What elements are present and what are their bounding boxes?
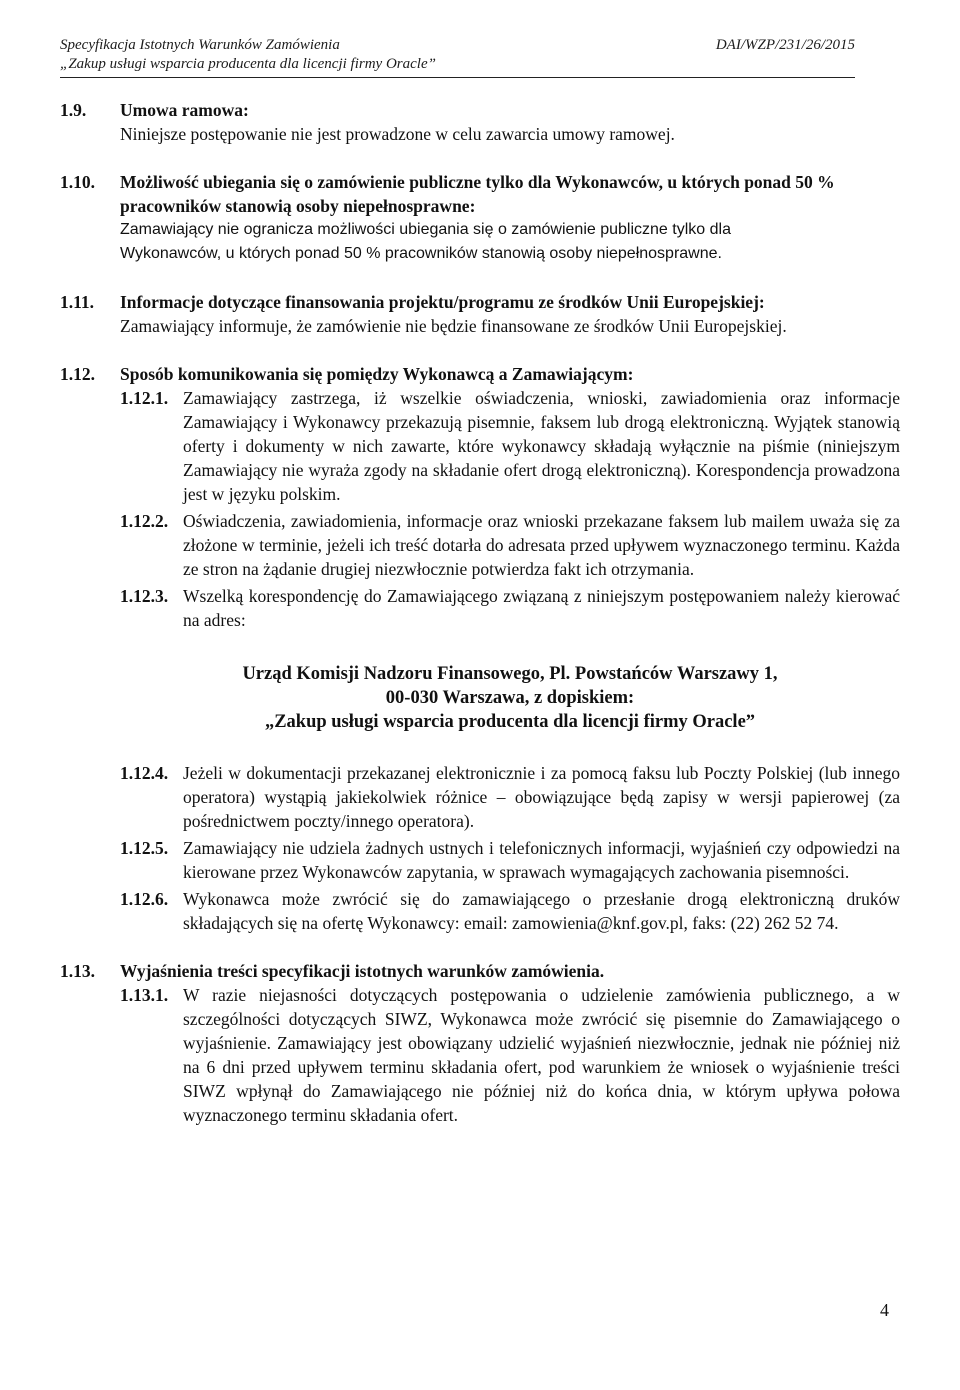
subsection-1-12-1 — [120, 386, 900, 506]
subsection-number: 1.12.5. — [120, 838, 169, 858]
section-title: Umowa ramowa: — [120, 100, 249, 120]
header-row — [60, 36, 855, 55]
section-number: 1.13. — [60, 961, 95, 981]
subsection-1-12-2 — [120, 509, 900, 581]
subsection-text: Wykonawca może zwrócić się do zamawiającego o przesłanie drogą elektroniczną druków składających się na ofertę Wykonawcy: email: zamowienia@knf.gov.pl, faks: (22) 262 52 74. — [183, 889, 900, 933]
address-line-3: „Zakup usługi wsparcia producenta dla licencji firmy Oracle” — [264, 712, 756, 732]
subsection-text: Zamawiający zastrzega, iż wszelkie oświadczenia, wnioski, zawiadomienia oraz informacje Zamawiający i Wykonawcy przekazują pisemnie, faksem lub drogą elektroniczną. Wyjątek stanowią oferty i dokumenty w nich zawarte, które wykonawcy składają wyłącznie na piśmie (niniejszym Zamawiający nie wyraża zgody na składanie ofert drogą elektroniczną). Korespondencja prowadzona jest w języku polskim. — [183, 388, 900, 504]
section-title: Możliwość ubiegania się o zamówienie publiczne tylko dla Wykonawców, u których ponad 50 % pracowników stanowią osoby niepełnosprawne: — [120, 172, 835, 216]
subsection-number: 1.12.2. — [120, 511, 169, 531]
section-title: Wyjaśnienia treści specyfikacji istotnych warunków zamówienia. — [120, 961, 605, 981]
section-number: 1.11. — [60, 292, 95, 312]
subsection-1-12-4 — [120, 761, 900, 833]
section-1-12 — [60, 362, 900, 935]
section-text: Niniejsze postępowanie nie jest prowadzone w celu zawarcia umowy ramowej. — [120, 124, 675, 144]
page-number: 4 — [880, 1300, 889, 1320]
subsection-text: Jeżeli w dokumentacji przekazanej elektronicznie i za pomocą faksu lub Poczty Polskiej (lub innego operatora) wystąpią jakiekolwiek różnice – obowiązujące będą zapisy w wersji papierowej (za pośrednictwem poczty/innego operatora). — [183, 763, 900, 831]
section-1-9 — [60, 98, 900, 146]
subsection-number: 1.12.6. — [120, 889, 169, 909]
header-case-number: DAI/WZP/231/26/2015 — [715, 37, 855, 53]
section-number: 1.9. — [60, 100, 87, 120]
section-text: Zamawiający informuje, że zamówienie nie będzie finansowane ze środków Unii Europejskiej. — [120, 316, 787, 336]
subsection-1-12-3 — [120, 584, 900, 632]
section-number: 1.12. — [60, 364, 95, 384]
header-subject: „Zakup usługi wsparcia producenta dla licencji firmy Oracle” — [60, 56, 436, 72]
subsection-number: 1.13.1. — [120, 985, 169, 1005]
subsection-1-12-6 — [120, 887, 900, 935]
header-rule — [60, 77, 855, 78]
header-spec-title: Specyfikacja Istotnych Warunków Zamówienia — [60, 37, 340, 53]
section-text-line-1: Zamawiający nie ogranicza możliwości ubiegania się o zamówienie publiczne tylko dla — [120, 221, 731, 238]
subsection-number: 1.12.1. — [120, 388, 169, 408]
subsection-number: 1.12.3. — [120, 586, 169, 606]
section-text-line-2: Wykonawców, u których ponad 50 % pracowników stanowią osoby niepełnosprawne. — [120, 245, 722, 262]
address-line-1: Urząd Komisji Nadzoru Finansowego, Pl. Powstańców Warszawy 1, — [242, 664, 778, 684]
address-block — [120, 662, 900, 734]
subsection-text: W razie niejasności dotyczących postępowania o udzielenie zamówienia publicznego, a w szczególności dotyczących SIWZ, Wykonawca może zwrócić się pisemnie do Zamawiającego o wyjaśnienie. Zamawiający jest obowiązany udzielić wyjaśnień niezwłocznie, jednak nie później niż na 6 dni przed upływem terminu składania ofert, pod warunkiem że wniosek o wyjaśnienie treści SIWZ wpłynął do Zamawiającego nie później niż do końca dnia, w którym upływa połowa wyznaczonego terminu składania ofert. — [183, 985, 900, 1125]
page-header — [60, 36, 855, 78]
subsection-text: Wszelką korespondencję do Zamawiającego związaną z niniejszym postępowaniem należy kierować na adres: — [183, 586, 900, 630]
section-1-11 — [60, 290, 900, 338]
address-line-2: 00-030 Warszawa, z dopiskiem: — [385, 688, 635, 708]
subsection-text: Oświadczenia, zawiadomienia, informacje oraz wnioski przekazane faksem lub mailem uważa się za złożone w terminie, jeżeli ich treść dotarła do adresata przed upływem wyznaczonego terminu. Każda ze stron na żądanie drugiej niezwłocznie potwierdza fakt ich otrzymania. — [183, 511, 900, 579]
subsection-1-12-5 — [120, 836, 900, 884]
document-body — [60, 98, 900, 1151]
section-number: 1.10. — [60, 172, 95, 192]
subsection-1-13-1 — [120, 983, 900, 1127]
subsection-text: Zamawiający nie udziela żadnych ustnych i telefonicznych informacji, wyjaśnień czy odpowiedzi na kierowane przez Wykonawców zapytania, w sprawach wymagających zachowania pisemności. — [183, 838, 900, 882]
section-1-10 — [60, 170, 900, 266]
section-title: Informacje dotyczące finansowania projektu/programu ze środków Unii Europejskiej: — [120, 292, 765, 312]
section-1-13 — [60, 959, 900, 1127]
section-title: Sposób komunikowania się pomiędzy Wykonawcą a Zamawiającym: — [120, 364, 634, 384]
subsection-number: 1.12.4. — [120, 763, 169, 783]
